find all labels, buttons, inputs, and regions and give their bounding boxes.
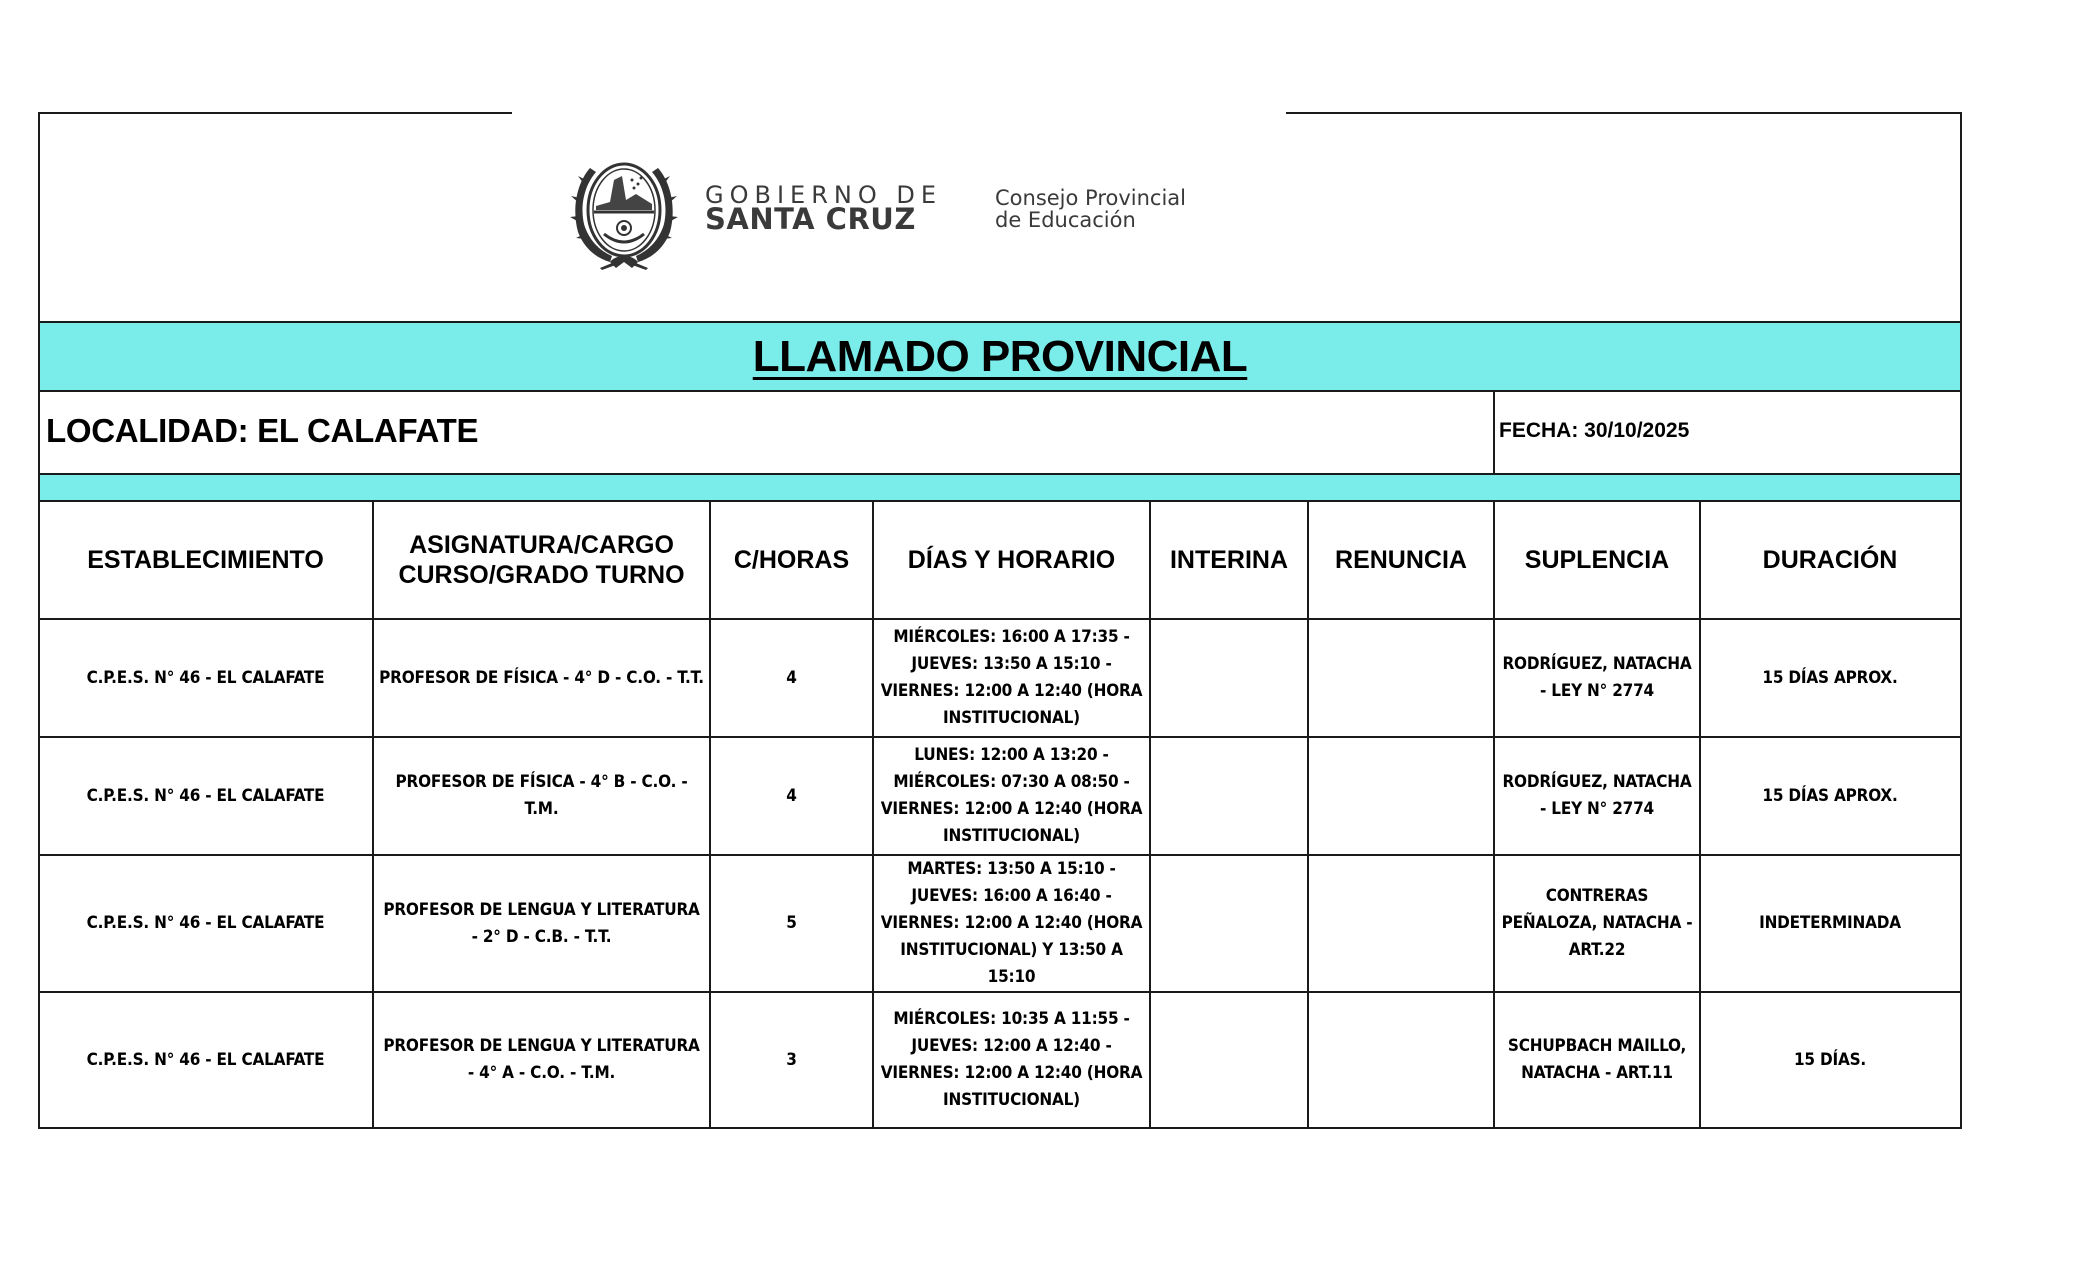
cell-duracion: 15 DÍAS APROX.: [1762, 667, 1898, 688]
frame-right: [1960, 112, 1962, 1129]
cell-suplencia: RODRÍGUEZ, NATACHA - LEY N° 2774: [1502, 772, 1692, 819]
cell-suplencia: CONTRERAS PEÑALOZA, NATACHA - ART.22: [1501, 886, 1693, 960]
cell-horario: LUNES: 12:00 A 13:20 - MIÉRCOLES: 07:30 A 08:50 - VIERNES: 12:00 A 12:40 (HORA INSTITUCIONAL): [880, 745, 1143, 846]
cell-horas: 3: [786, 1049, 797, 1070]
row-divider: [38, 1127, 1962, 1129]
divider: [1493, 390, 1495, 474]
cell-horas: 4: [786, 667, 797, 688]
cell-renuncia: [1310, 620, 1492, 736]
cell-duracion: INDETERMINADA: [1759, 913, 1901, 933]
cell-horario: MIÉRCOLES: 10:35 A 11:55 - JUEVES: 12:00 A 12:40 - VIERNES: 12:00 A 12:40 (HORA INSTITUCIONAL): [880, 1009, 1143, 1110]
column-header-duracion: DURACIÓN: [1762, 545, 1898, 574]
column-divider: [1307, 500, 1309, 1129]
page-title: LLAMADO PROVINCIAL: [752, 331, 1248, 381]
consejo-line1: Consejo Provincial: [995, 186, 1187, 210]
column-header-establecimiento: ESTABLECIMIENTO: [87, 545, 324, 574]
cell-asignatura: PROFESOR DE FÍSICA - 4° D - C.O. - T.T.: [379, 667, 704, 688]
column-divider: [1149, 500, 1151, 1129]
cell-interina: [1152, 738, 1306, 854]
column-divider: [709, 500, 711, 1129]
column-header-interina: INTERINA: [1169, 545, 1289, 574]
cell-establecimiento: C.P.E.S. N° 46 - EL CALAFATE: [86, 785, 325, 806]
cell-horario: MARTES: 13:50 A 15:10 - JUEVES: 16:00 A 16:40 - VIERNES: 12:00 A 12:40 (HORA INSTITUCIONAL) Y 13:50 A 15:10: [880, 859, 1143, 987]
cell-duracion: 15 DÍAS APROX.: [1762, 785, 1898, 806]
localidad-label: LOCALIDAD: EL CALAFATE: [46, 412, 479, 449]
frame-top-right: [1286, 112, 1962, 114]
cell-renuncia: [1310, 738, 1492, 854]
consejo-line2: de Educación: [995, 208, 1136, 232]
cell-horas: 5: [786, 913, 797, 933]
gobierno-line2: SANTA CRUZ: [705, 202, 916, 236]
gobierno-line1: GOBIERNO DE: [705, 181, 942, 209]
cell-renuncia: [1310, 856, 1492, 991]
column-header-suplencia: SUPLENCIA: [1524, 545, 1670, 574]
column-divider: [1493, 500, 1495, 1129]
cell-suplencia: RODRÍGUEZ, NATACHA - LEY N° 2774: [1502, 654, 1692, 701]
cell-asignatura: PROFESOR DE LENGUA Y LITERATURA - 4° A - C.O. - T.M.: [383, 1036, 700, 1083]
column-header-horario: DÍAS Y HORARIO: [907, 545, 1116, 574]
cell-asignatura: PROFESOR DE FÍSICA - 4° B - C.O. - T.M.: [395, 772, 688, 819]
cell-establecimiento: C.P.E.S. N° 46 - EL CALAFATE: [86, 913, 325, 933]
coat-of-arms-icon: [570, 150, 678, 270]
cell-establecimiento: C.P.E.S. N° 46 - EL CALAFATE: [86, 667, 325, 688]
cell-establecimiento: C.P.E.S. N° 46 - EL CALAFATE: [86, 1049, 325, 1070]
frame-top-left: [38, 112, 512, 114]
cell-interina: [1152, 620, 1306, 736]
fecha-label: FECHA: 30/10/2025: [1499, 419, 1690, 442]
column-header-asignatura: ASIGNATURA/CARGO CURSO/GRADO TURNO: [398, 530, 685, 589]
cell-interina: [1152, 993, 1306, 1127]
column-divider: [1699, 500, 1701, 1129]
cell-asignatura: PROFESOR DE LENGUA Y LITERATURA - 2° D - C.B. - T.T.: [383, 899, 700, 947]
column-header-renuncia: RENUNCIA: [1335, 545, 1467, 574]
column-divider: [372, 500, 374, 1129]
column-header-horas: C/HORAS: [733, 545, 850, 574]
cell-horario: MIÉRCOLES: 16:00 A 17:35 - JUEVES: 13:50 A 15:10 - VIERNES: 12:00 A 12:40 (HORA INSTITUCIONAL): [880, 627, 1143, 728]
spacer-band: [40, 475, 1960, 500]
cell-horas: 4: [786, 785, 797, 806]
cell-duracion: 15 DÍAS.: [1793, 1049, 1867, 1070]
cell-interina: [1152, 856, 1306, 991]
cell-suplencia: SCHUPBACH MAILLO, NATACHA - ART.11: [1507, 1036, 1687, 1083]
cell-renuncia: [1310, 993, 1492, 1127]
divider: [38, 390, 1962, 392]
column-divider: [872, 500, 874, 1129]
